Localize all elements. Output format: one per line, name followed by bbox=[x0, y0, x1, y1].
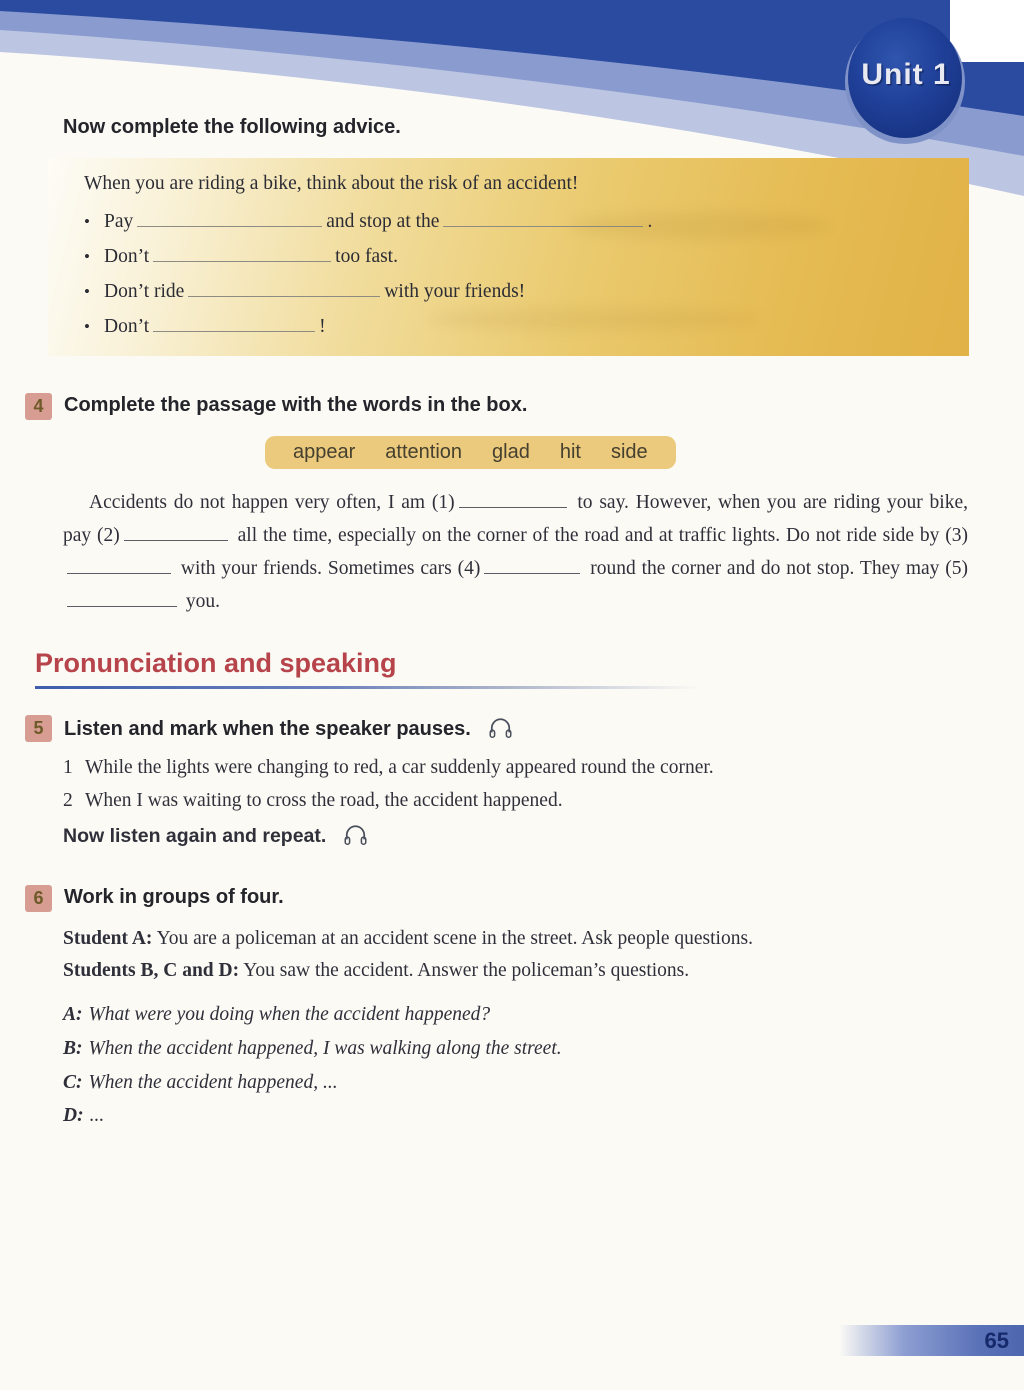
dialog-text: What were you doing when the accident happened? bbox=[88, 1004, 491, 1025]
dialog-line bbox=[63, 1072, 338, 1094]
word-box-word: hit bbox=[559, 441, 581, 463]
blank-line bbox=[153, 243, 331, 263]
exercise6-header bbox=[25, 885, 284, 912]
word-box bbox=[265, 436, 676, 469]
advice-heading: Now complete the following advice. bbox=[63, 116, 401, 138]
passage-text: to say. However, when you are riding your bike, pay (2) bbox=[63, 492, 969, 546]
role-text: You saw the accident. Answer the policeman’s questions. bbox=[243, 960, 690, 981]
exercise-number-badge: 4 bbox=[25, 393, 52, 420]
passage-text: you. bbox=[185, 591, 220, 612]
passage-text: with your friends. Sometimes cars (4) bbox=[180, 558, 481, 579]
footer-page-bar bbox=[839, 1325, 1024, 1356]
exercise4-passage bbox=[63, 486, 968, 618]
blank-line bbox=[67, 555, 171, 575]
headphones-icon bbox=[487, 716, 514, 746]
dialog-speaker: B: bbox=[63, 1038, 83, 1059]
role-label: Student A: bbox=[63, 928, 153, 949]
bullet-icon: • bbox=[84, 212, 90, 231]
word-box-word: glad bbox=[492, 441, 530, 463]
advice-list bbox=[84, 204, 949, 344]
role-label: Students B, C and D: bbox=[63, 960, 240, 981]
passage-text: Accidents do not happen very often, I am (1) bbox=[89, 492, 455, 513]
dialog-text: ... bbox=[89, 1105, 105, 1126]
exercise5-title-text: Listen and mark when the speaker pauses. bbox=[64, 718, 471, 740]
advice-item-text: and stop at the bbox=[326, 211, 440, 232]
advice-item-text: with your friends! bbox=[384, 281, 526, 302]
headphones-icon bbox=[342, 823, 369, 853]
exercise4-title: Complete the passage with the words in the box. bbox=[64, 394, 528, 416]
sentence-number: 1 bbox=[63, 757, 73, 778]
unit-badge-label: Unit 1 bbox=[861, 58, 951, 91]
blank-line bbox=[153, 313, 315, 333]
blank-line bbox=[459, 489, 567, 509]
blank-line bbox=[443, 208, 643, 228]
word-box-word: attention bbox=[385, 441, 463, 463]
exercise-number-badge: 6 bbox=[25, 885, 52, 912]
sentence-number: 2 bbox=[63, 790, 73, 811]
exercise6-title: Work in groups of four. bbox=[64, 886, 284, 908]
repeat-instruction bbox=[63, 823, 369, 853]
passage-text: round the corner and do not stop. They may (5) bbox=[590, 558, 969, 579]
blank-line bbox=[484, 555, 580, 575]
listening-sentence bbox=[63, 757, 714, 779]
sentence-text: While the lights were changing to red, a car suddenly appeared round the corner. bbox=[85, 757, 714, 778]
exercise4-header bbox=[25, 393, 527, 420]
blank-line bbox=[137, 208, 322, 228]
dialog-speaker: A: bbox=[63, 1004, 83, 1025]
dialog-line bbox=[63, 1038, 562, 1060]
blank-line bbox=[188, 278, 380, 298]
role-text: You are a policeman at an accident scene in the street. Ask people questions. bbox=[156, 928, 753, 949]
blank-line bbox=[67, 588, 177, 608]
repeat-instruction-text: Now listen again and repeat. bbox=[63, 825, 327, 847]
role-instruction bbox=[63, 960, 689, 982]
word-box-word: side bbox=[610, 441, 648, 463]
advice-item-text: too fast. bbox=[335, 246, 398, 267]
advice-item bbox=[84, 239, 949, 274]
advice-item bbox=[84, 274, 949, 309]
word-box-word: appear bbox=[293, 441, 356, 463]
advice-item-text: Don’t bbox=[104, 316, 150, 337]
exercise5-title bbox=[64, 715, 514, 746]
advice-box bbox=[48, 158, 969, 356]
sentence-text: When I was waiting to cross the road, the accident happened. bbox=[85, 790, 563, 811]
exercise5-header bbox=[25, 715, 514, 746]
advice-item-text: Don’t ride bbox=[104, 281, 185, 302]
advice-intro: When you are riding a bike, think about the risk of an accident! bbox=[84, 173, 579, 194]
blank-line bbox=[124, 522, 228, 542]
bullet-icon: • bbox=[84, 247, 90, 266]
advice-item-text: Don’t bbox=[104, 246, 150, 267]
advice-item-text: . bbox=[647, 211, 653, 232]
section-heading-underline bbox=[35, 686, 700, 689]
section-heading-pronunciation: Pronunciation and speaking bbox=[35, 648, 397, 678]
advice-item-text: ! bbox=[319, 316, 326, 337]
exercise-number-badge: 5 bbox=[25, 715, 52, 742]
dialog-text: When the accident happened, I was walking along the street. bbox=[88, 1038, 562, 1059]
dialog-text: When the accident happened, ... bbox=[88, 1072, 338, 1093]
advice-item bbox=[84, 204, 949, 239]
dialog-line bbox=[63, 1004, 490, 1026]
advice-item-text: Pay bbox=[104, 211, 134, 232]
page-corner-white bbox=[950, 0, 1024, 62]
advice-item bbox=[84, 309, 949, 344]
bullet-icon: • bbox=[84, 282, 90, 301]
dialog-speaker: D: bbox=[63, 1105, 84, 1126]
passage-text: all the time, especially on the corner of the road and at traffic lights. Do not ride side by (3) bbox=[237, 525, 969, 546]
role-instruction bbox=[63, 928, 753, 950]
bullet-icon: • bbox=[84, 317, 90, 336]
listening-sentence bbox=[63, 790, 563, 812]
page-number: 65 bbox=[984, 1327, 1009, 1353]
dialog-line bbox=[63, 1105, 104, 1127]
dialog-speaker: C: bbox=[63, 1072, 83, 1093]
